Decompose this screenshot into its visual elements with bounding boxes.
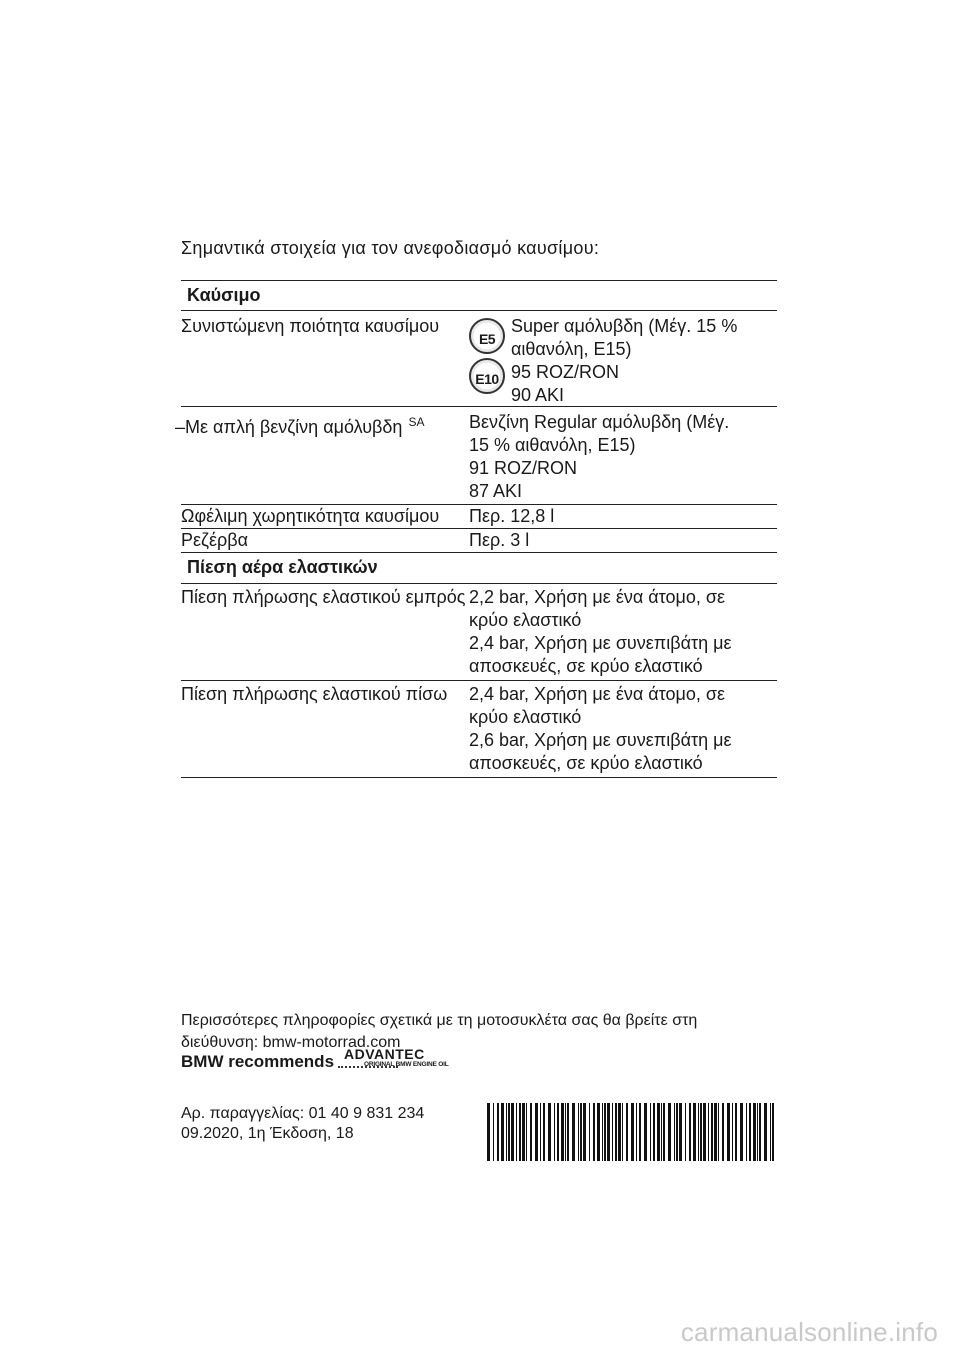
table-row-rear-tyre [181, 681, 777, 775]
row-value: Περ. 12,8 l [469, 506, 555, 526]
order-info [181, 1104, 424, 1144]
table-row-reserve [181, 529, 777, 552]
fuel-badges [469, 315, 511, 401]
table-row-front-tyre [181, 584, 777, 678]
order-number: Αρ. παραγγελίας: 01 40 9 831 234 [181, 1105, 425, 1122]
bmw-recommends-label: BMW recommends [181, 1052, 335, 1071]
intro-text: Σημαντικά στοιχεία για τον ανεφοδιασμό καυσίμου: [181, 238, 600, 258]
row-value: 2,4 bar, Χρήση με ένα άτομο, σε κρύο ελαστικό 2,6 bar, Χρήση με συνεπιβάτη με αποσκευές, σε κρύο ελαστικό [469, 684, 732, 773]
table-row-regular-fuel [175, 407, 777, 501]
row-label: Ωφέλιμη χωρητικότητα καυσίμου [181, 506, 440, 526]
section-title-fuel: Καύσιμο [187, 285, 261, 305]
e5-fuel-icon: E5 [469, 318, 505, 354]
barcode-graphic [487, 1103, 777, 1161]
row-value: Super αμόλυβδη (Μέγ. 15 % αιθανόλη, E15) 95 ROZ/RON 90 AKI [511, 316, 738, 405]
row-value: Περ. 3 l [469, 530, 530, 550]
edition-info: 09.2020, 1η Έκδοση, 18 [181, 1125, 354, 1142]
row-label: Συνιστώμενη ποιότητα καυσίμου [181, 316, 440, 336]
table-row-recommended-fuel [181, 311, 777, 405]
table-row-fuel-capacity [181, 505, 777, 528]
row-label: Πίεση πλήρωσης ελαστικού πίσω [181, 684, 448, 704]
specs-table [175, 280, 777, 778]
row-value: 2,2 bar, Χρήση με ένα άτομο, σε κρύο ελαστικό 2,4 bar, Χρήση με συνεπιβάτη με αποσκευές, σε κρύο ελαστικό [469, 587, 732, 676]
divider [181, 777, 777, 778]
sa-marker: SA [408, 415, 425, 429]
row-value: Βενζίνη Regular αμόλυβδη (Μέγ. 15 % αιθανόλη, E15) 91 ROZ/RON 87 AKI [469, 412, 730, 501]
row-label: Ρεζέρβα [181, 530, 248, 550]
row-label: –Με απλή βενζίνη αμόλυβδη $^{SA}$ [175, 415, 425, 437]
more-info-text: Περισσότερες πληροφορίες σχετικά με τη μοτοσυκλέτα σας θα βρείτε στη διεύθυνση: bmw-motorrad.com [181, 1012, 698, 1051]
e10-fuel-icon: E10 [469, 358, 505, 394]
watermark: carmanualsonline.info [680, 1317, 938, 1347]
row-label: Πίεση πλήρωσης ελαστικού εμπρός [181, 587, 466, 607]
section-title-tyres: Πίεση αέρα ελαστικών [187, 557, 378, 577]
advantec-logo: ADVANTEC ORIGINAL BMW ENGINE OIL [338, 1047, 438, 1071]
